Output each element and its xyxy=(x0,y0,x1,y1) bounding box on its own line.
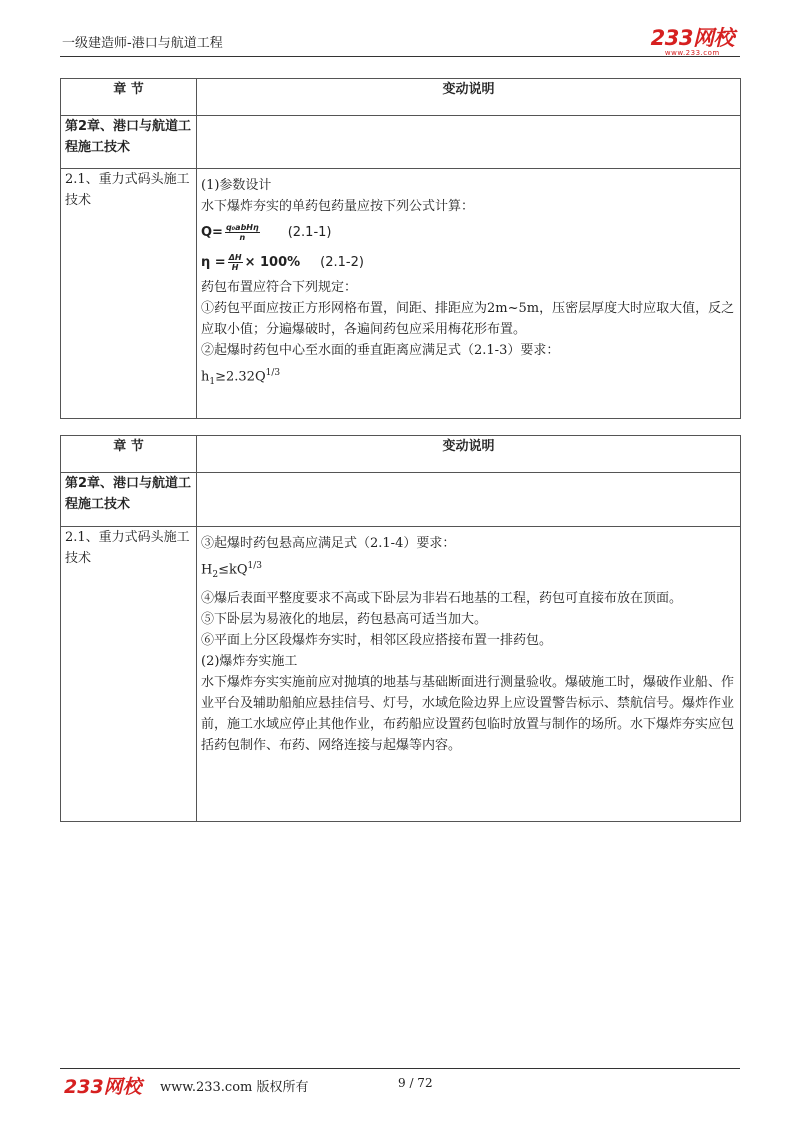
change-table-2 xyxy=(60,435,741,822)
footer-copyright: www.233.com 版权所有 xyxy=(160,1080,309,1095)
text-line: ⑥平面上分区段爆炸夯实时，相邻区段应搭接布置一排药包。 xyxy=(201,632,553,648)
change-table-1 xyxy=(60,78,741,419)
fraction-denominator: n xyxy=(239,232,246,242)
text-paragraph: 水下爆炸夯实实施前应对抛填的地基与基础断面进行测量验收。爆破施工时，爆破作业船、作业平台及辅助船舶应悬挂信号、灯号，水域危险边界上应设置警告标示、禁航信号。爆炸作业前，施工水域应停止其他作业，布药船应设置药包临时放置与制作的场所。水下爆炸夯实应包括药包制作、布药、网络连接与起爆等内容。 xyxy=(201,674,735,753)
formula-rhs: × 100% xyxy=(244,254,301,270)
col-header-chapter: 章 节 xyxy=(61,436,197,473)
fraction-numerator: q₀abHη xyxy=(225,222,259,232)
formula-label: (2.1-2) xyxy=(320,254,364,270)
formula-2-1-1 xyxy=(201,217,736,247)
description-cell xyxy=(197,527,741,822)
page-number: 9 / 72 xyxy=(398,1076,433,1090)
footer-logo: 233网校 xyxy=(64,1076,142,1098)
text-paragraph: ④爆后表面平整度要求不高或下卧层为非岩石地基的工程，药包可直接布放在顶面。 xyxy=(201,590,683,606)
description-cell xyxy=(197,169,741,419)
chapter-cell: 第2章、港口与航道工程施工技术 xyxy=(61,473,197,527)
fraction-denominator: H xyxy=(231,262,239,272)
text-line: 药包布置应符合下列规定： xyxy=(201,280,358,295)
formula-base: H xyxy=(201,562,213,578)
formula-relation: ≤kQ xyxy=(218,562,248,578)
formula-lhs: Q= xyxy=(201,224,223,240)
logo-text: 233网校 xyxy=(650,26,734,50)
header-title: 一级建造师-港口与航道工程 xyxy=(62,36,223,51)
text-line: ②起爆时药包中心至水面的垂直距离应满足式（2.1-3）要求： xyxy=(201,343,560,358)
formula-2-1-4 xyxy=(201,556,736,586)
section-cell: 2.1、重力式码头施工技术 xyxy=(61,169,197,419)
formula-2-1-3 xyxy=(201,363,736,393)
chapter-cell: 第2章、港口与航道工程施工技术 xyxy=(61,116,197,169)
section-cell: 2.1、重力式码头施工技术 xyxy=(61,527,197,822)
formula-fraction xyxy=(228,253,243,272)
text-line: (2)爆炸夯实施工 xyxy=(201,653,298,669)
empty-cell xyxy=(197,473,741,527)
formula-subscript: 1 xyxy=(209,376,216,387)
formula-fraction xyxy=(225,223,260,242)
formula-2-1-2 xyxy=(201,247,736,277)
col-header-chapter: 章 节 xyxy=(61,79,197,116)
fraction-numerator: ΔH xyxy=(228,252,242,262)
text-paragraph: ①药包平面应按正方形网格布置，间距、排距应为2m~5m，压密层厚度大时应取大值，反之应取小值；分遍爆破时，各遍间药包应采用梅花形布置。 xyxy=(201,301,735,337)
formula-subscript: 2 xyxy=(212,569,219,580)
header-divider xyxy=(60,56,740,57)
formula-exponent: 1/3 xyxy=(265,368,281,378)
formula-label: (2.1-1) xyxy=(287,224,332,240)
empty-cell xyxy=(197,116,741,169)
footer-divider xyxy=(60,1068,740,1069)
formula-relation: ≥2.32Q xyxy=(215,369,266,385)
formula-lhs: η = xyxy=(201,254,226,270)
col-header-description: 变动说明 xyxy=(197,436,741,473)
formula-base: h xyxy=(201,369,210,385)
text-line: ⑤下卧层为易液化的地层，药包悬高可适当加大。 xyxy=(201,611,488,627)
col-header-description: 变动说明 xyxy=(197,79,741,116)
brand-logo xyxy=(651,22,734,57)
text-line: (1)参数设计 xyxy=(201,178,272,193)
text-line: 水下爆炸夯实的单药包药量应按下列公式计算： xyxy=(201,199,475,214)
logo-url: www.233.com xyxy=(664,49,720,57)
text-line: ③起爆时药包悬高应满足式（2.1-4）要求： xyxy=(201,536,456,551)
formula-exponent: 1/3 xyxy=(247,561,262,571)
